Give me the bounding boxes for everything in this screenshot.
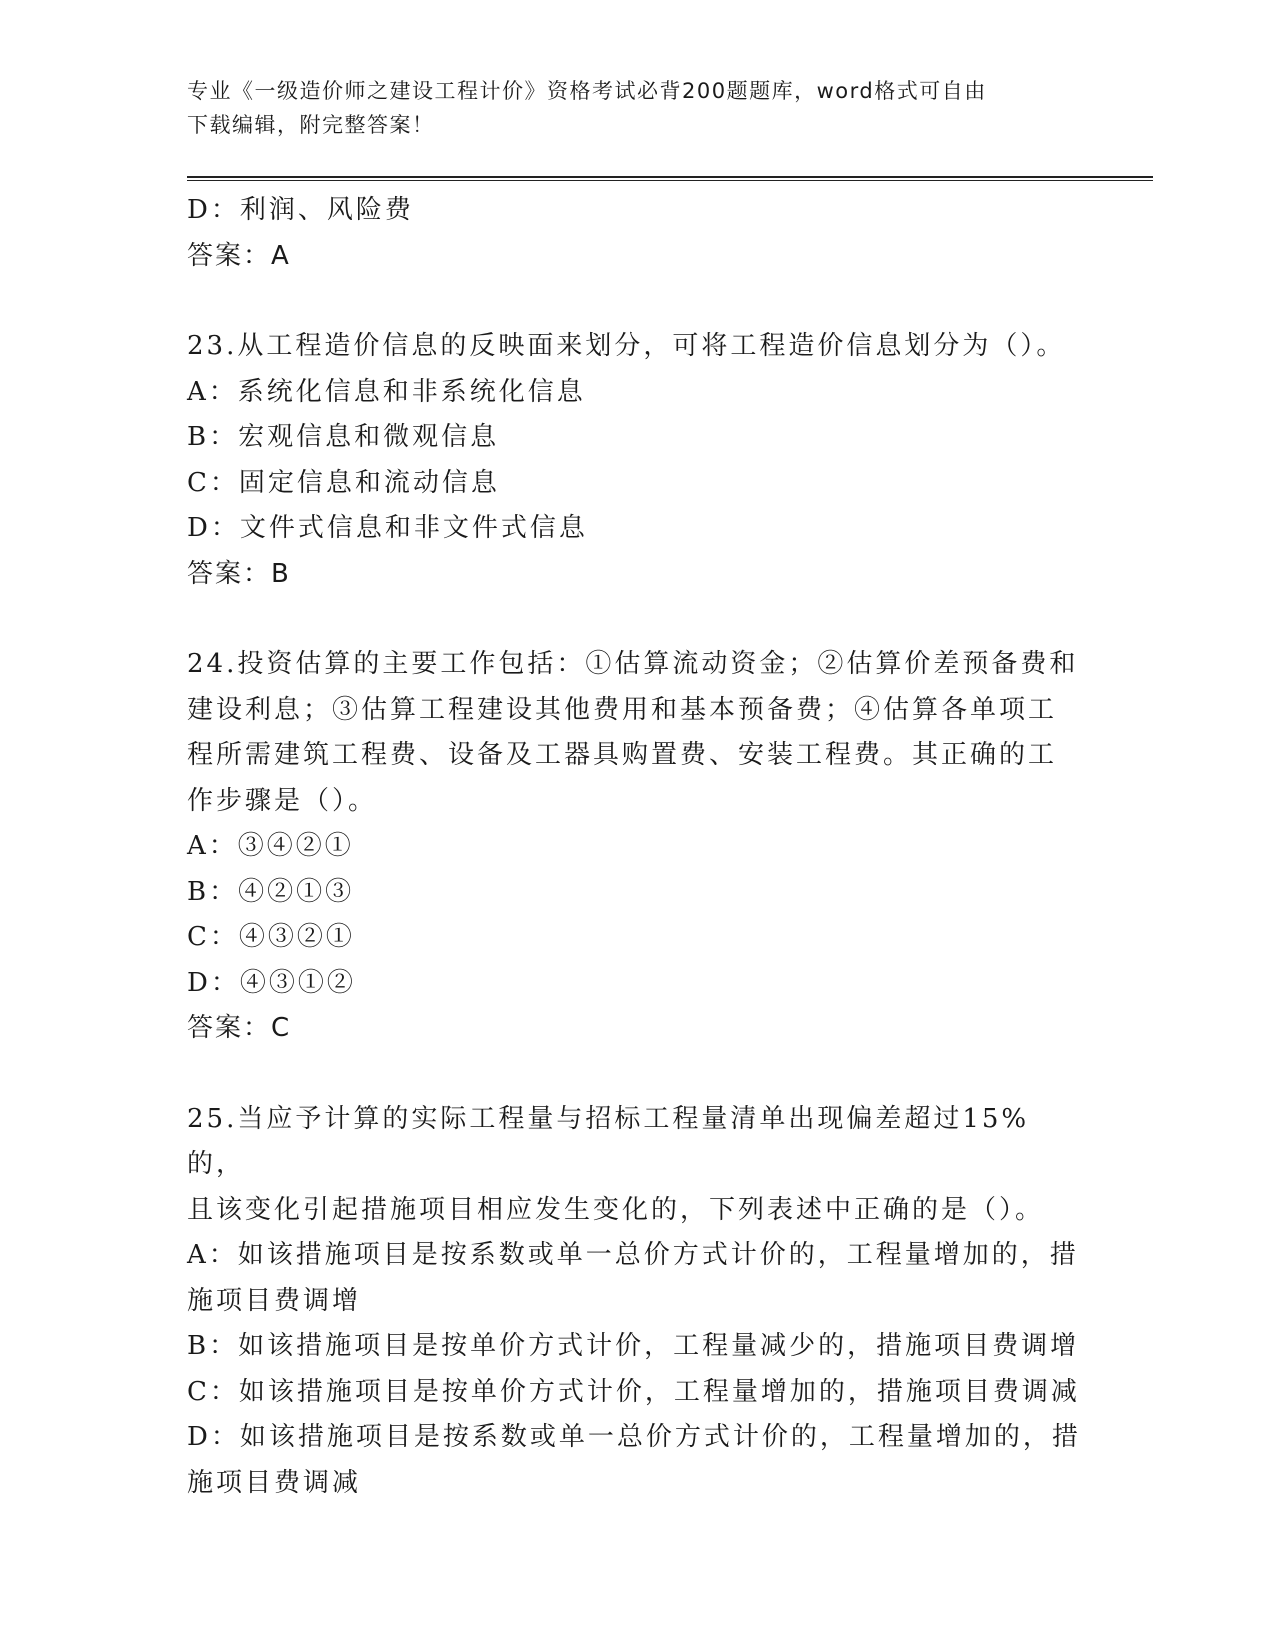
- question-text: 23.从工程造价信息的反映面来划分，可将工程造价信息划分为（）。: [187, 331, 1066, 361]
- document-body: [187, 188, 1087, 1506]
- spacer: [187, 279, 1087, 324]
- option-a-continued: 施项目费调增: [187, 1285, 362, 1316]
- header-divider: [187, 176, 1153, 181]
- document-header: [187, 74, 1067, 142]
- answer: 答案：C: [187, 1013, 292, 1043]
- header-line-2: 下载编辑，附完整答案！: [187, 113, 435, 137]
- option-a: A：如该措施项目是按系数或单一总价方式计价的，工程量增加的，措: [187, 1240, 1079, 1270]
- option-d: D：④③①②: [187, 967, 356, 998]
- option-c: C：④③②①: [187, 922, 355, 952]
- question-25: [187, 1097, 1087, 1507]
- question-text-line: 24.投资估算的主要工作包括：①估算流动资金；②估算价差预备费和: [187, 649, 1079, 679]
- answer: 答案：B: [187, 558, 291, 589]
- option-c: C：固定信息和流动信息: [187, 467, 500, 498]
- option-d: D：利润、风险费: [187, 195, 414, 225]
- option-d-continued: 施项目费调减: [187, 1467, 362, 1498]
- question-text-line: 程所需建筑工程费、设备及工器具购置费、安装工程费。其正确的工: [187, 740, 1058, 770]
- question-text-line: 且该变化引起措施项目相应发生变化的，下列表述中正确的是（）。: [187, 1194, 1045, 1225]
- answer: 答案：A: [187, 240, 291, 271]
- option-c: C：如该措施项目是按单价方式计价，工程量增加的，措施项目费调减: [187, 1376, 1080, 1407]
- spacer: [187, 1052, 1087, 1097]
- option-a: A：③④②①: [187, 831, 354, 861]
- question-23: [187, 324, 1087, 597]
- header-line-1: 专业《一级造价师之建设工程计价》资格考试必背200题题库，word格式可自由: [187, 79, 987, 103]
- option-d: D：文件式信息和非文件式信息: [187, 513, 588, 543]
- option-d: D：如该措施项目是按系数或单一总价方式计价的，工程量增加的，措: [187, 1422, 1081, 1452]
- spacer: [187, 597, 1087, 642]
- option-b: B：宏观信息和微观信息: [187, 422, 500, 452]
- question-text-line: 建设利息；③估算工程建设其他费用和基本预备费；④估算各单项工: [187, 694, 1058, 725]
- question-text-line: 25.当应予计算的实际工程量与招标工程量清单出现偏差超过15%的，: [187, 1103, 1030, 1179]
- option-b: B：如该措施项目是按单价方式计价，工程量减少的，措施项目费调增: [187, 1331, 1080, 1361]
- question-24: [187, 642, 1087, 1052]
- option-b: B：④②①③: [187, 876, 355, 907]
- question-text-line: 作步骤是（）。: [187, 785, 378, 816]
- option-a: A：系统化信息和非系统化信息: [187, 376, 586, 407]
